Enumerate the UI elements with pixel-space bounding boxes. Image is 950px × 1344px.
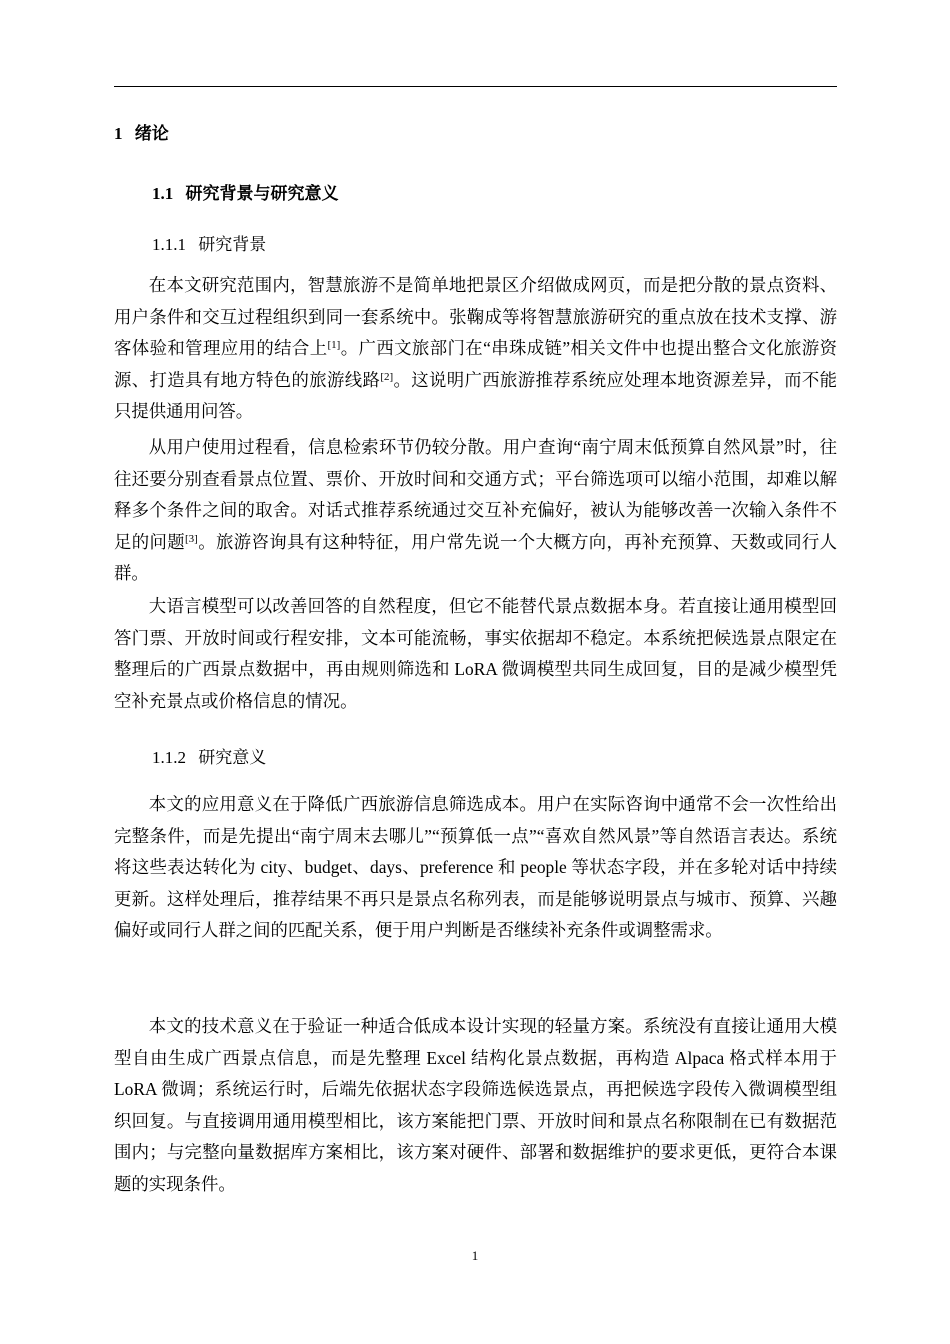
section-number: 1.1 — [152, 184, 174, 203]
citation-ref[interactable]: [3] — [185, 532, 198, 545]
subsection-number: 1.1.1 — [152, 235, 186, 254]
paragraph-background-1 — [114, 270, 837, 428]
paragraph-significance-2: 本文的技术意义在于验证一种适合低成本设计实现的轻量方案。系统没有直接让通用大模型自由生成广西景点信息，而是先整理 Excel 结构化景点数据，再构造 Alpaca 格式样本用于 LoRA 微调；系统运行时，后端先依据状态字段筛选候选景点，再把候选字段传入微调模型组织回复。与直接调用通用模型相比，该方案能把门票、开放时间和景点名称限制在已有数据范围内；与完整向量数据库方案相比，该方案对硬件、部署和数据维护的要求更低，更符合本课题的实现条件。 — [114, 1016, 837, 1194]
citation-ref[interactable]: [1] — [327, 339, 341, 352]
paragraph-text: 。旅游咨询具有这种特征，用户常先说一个大概方向，再补充预算、天数或同行人群。 — [114, 531, 837, 584]
page-number: 1 — [471, 1248, 479, 1263]
header-rule — [114, 86, 837, 87]
citation-ref[interactable]: [2] — [380, 370, 394, 383]
subsection-heading-significance — [152, 743, 266, 768]
chapter-heading — [114, 119, 169, 144]
chapter-title: 绪论 — [134, 124, 169, 143]
paragraph-background-3: 大语言模型可以改善回答的自然程度，但它不能替代景点数据本身。若直接让通用模型回答门票、开放时间或行程安排，文本可能流畅，事实依据却不稳定。本系统把候选景点限定在整理后的广西景点数据中，再由规则筛选和 LoRA 微调模型共同生成回复，目的是减少模型凭空补充景点或价格信息的情况。 — [114, 596, 837, 711]
subsection-number: 1.1.2 — [152, 748, 186, 767]
subsection-heading-background — [152, 230, 266, 255]
paragraph-significance-1: 本文的应用意义在于降低广西旅游信息筛选成本。用户在实际咨询中通常不会一次性给出完整条件，而是先提出“南宁周末去哪儿”“预算低一点”“喜欢自然风景”等自然语言表达。系统将这些表达转化为 city、budget、days、preference 和 people 等状态字段，并在多轮对话中持续更新。这样处理后，推荐结果不再只是景点名称列表，而是能够说明景点与城市、预算、兴趣偏好或同行人群之间的匹配关系，便于用户判断是否继续补充条件或调整需求。 — [114, 794, 837, 941]
paragraph-text: 。这说明广西旅游推荐系统应处理本地资源差异，而不能只提供通用问答。 — [114, 369, 837, 422]
paragraph-text: 从用户使用过程看，信息检索环节仍较分散。用户查询“南宁周末低预算自然风景”时，往往还要分别查看景点位置、票价、开放时间和交通方式；平台筛选项可以缩小范围，却难以解释多个条件之间的取舍。对话式推荐系统通过交互补充偏好，被认为能够改善一次输入条件不足的问题 — [114, 437, 837, 552]
section-heading — [152, 179, 339, 204]
subsection-title: 研究意义 — [198, 748, 267, 767]
paragraph-background-2 — [114, 432, 837, 590]
chapter-number: 1 — [114, 124, 123, 143]
section-title: 研究背景与研究意义 — [185, 184, 339, 203]
subsection-title: 研究背景 — [198, 235, 267, 254]
paragraph-text: 在本文研究范围内，智慧旅游不是简单地把景区介绍做成网页，而是把分散的景点资料、用户条件和交互过程组织到同一套系统中。张鞠成等将智慧旅游研究的重点放在技术支撑、游客体验和管理应用的结合上 — [114, 275, 837, 359]
paragraph-text: 。广西文旅部门在“串珠成链”相关文件中也提出整合文化旅游资源、打造具有地方特色的旅游线路 — [114, 338, 837, 390]
